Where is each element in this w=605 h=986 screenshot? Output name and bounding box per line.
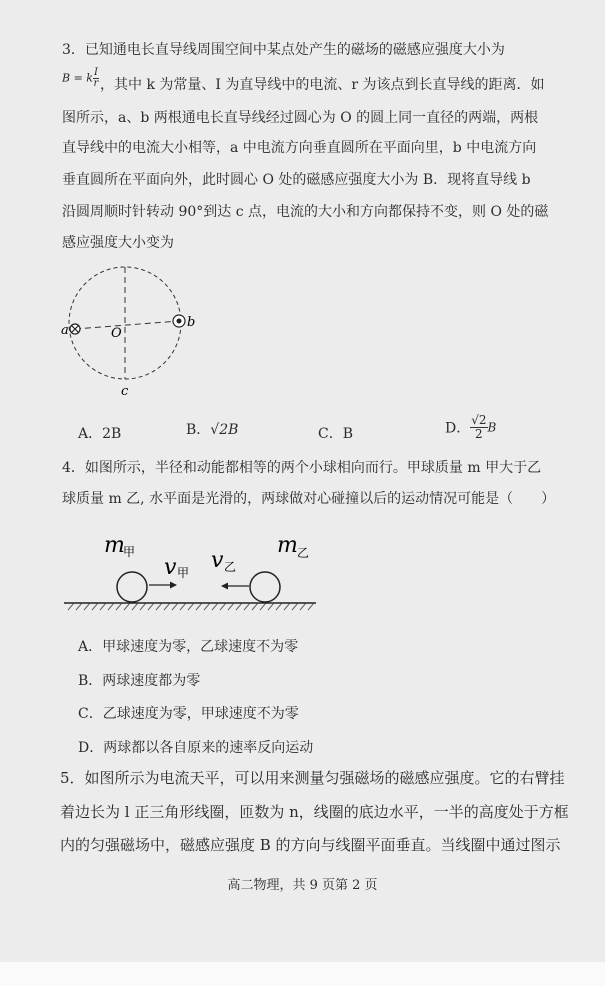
page-footer: 高二物理，共 9 页第 2 页 — [227, 878, 378, 893]
q3-option-a[interactable]: A．2B — [78, 426, 122, 442]
v-left-subscript: 甲 — [177, 566, 190, 580]
wire-a-into-page-icon — [70, 324, 80, 334]
m-left-label: m — [104, 533, 125, 558]
label-b: b — [187, 315, 196, 330]
v-right-subscript: 乙 — [224, 560, 237, 574]
q3-formula-prefix: B = k — [62, 71, 93, 85]
m-right-label: m — [277, 533, 298, 558]
q4-option-b[interactable]: B．两球速度都为零 — [78, 673, 201, 689]
arrow-right-icon — [149, 582, 177, 589]
q3-formula — [62, 68, 99, 89]
q5-line-1: 5．如图所示为电流天平，可以用来测量匀强磁场的磁感应强度。它的右臂挂 — [60, 769, 565, 787]
q3-line-5: 垂直圆所在平面向外，此时圆心 O 处的磁感应强度大小为 B．现将直导线 b — [62, 172, 531, 188]
wire-b-out-of-page-icon — [173, 315, 185, 327]
v-right-label: v — [211, 548, 224, 573]
m-left-subscript: 甲 — [123, 545, 136, 559]
label-o: O — [111, 326, 122, 341]
q3-line-6: 沿圆周顺时针转动 90°到达 c 点，电流的大小和方向都保持不变，则 O 处的磁 — [62, 204, 549, 220]
m-right-subscript: 乙 — [297, 546, 310, 560]
ball-right — [250, 572, 280, 602]
q3-circle-figure — [55, 255, 215, 405]
q4-line-1: 4．如图所示，半径和动能都相等的两个小球相向而行。甲球质量 m 甲大于乙 — [62, 460, 542, 476]
label-a: a — [61, 323, 69, 338]
q5-line-2: 着边长为 l 正三角形线圈，匝数为 n，线圈的底边水平，一半的高度处于方框 — [60, 803, 569, 821]
q4-option-c[interactable]: C．乙球速度为零，甲球速度不为零 — [78, 706, 299, 722]
q3-option-b[interactable]: B．√2B — [186, 422, 239, 438]
q4-option-d[interactable]: D．两球都以各自原来的速率反向运动 — [78, 740, 314, 756]
q3-option-c[interactable]: C．B — [318, 426, 353, 442]
q4-line-2: 球质量 m 乙, 水平面是光滑的，两球做对心碰撞以后的运动情况可能是（ ） — [62, 491, 556, 507]
q5-line-3: 内的匀强磁场中，磁感应强度 B 的方向与线圈平面垂直。当线圈中通过图示 — [60, 836, 561, 854]
q3-line-2: ，其中 k 为常量、I 为直导线中的电流、r 为该点到长直导线的距离．如 — [100, 77, 545, 93]
label-c: c — [121, 384, 129, 399]
q3-line-4: 直导线中的电流大小相等，a 中电流方向垂直圆所在平面向里，b 中电流方向 — [62, 140, 537, 156]
q3-line-3: 图所示，a、b 两根通电长直导线经过圆心为 O 的圆上同一直径的两端，两根 — [62, 110, 539, 126]
v-left-label: v — [164, 555, 177, 580]
horizontal-diameter — [75, 321, 179, 329]
arrow-left-icon — [221, 583, 249, 590]
bottom-strip — [0, 962, 605, 986]
q3-line-1: 3．已知通电长直导线周围空间中某点处产生的磁场的磁感应强度大小为 — [62, 42, 505, 58]
ball-left — [117, 572, 147, 602]
q4-option-a[interactable]: A．甲球速度为零，乙球速度不为零 — [78, 639, 299, 655]
q4-collision-figure — [60, 528, 330, 620]
q3-formula-fraction: $\frac{I}{r}$ — [93, 67, 99, 89]
q3-line-7: 感应强度大小变为 — [62, 235, 174, 251]
ground-surface — [64, 603, 316, 610]
q3-option-d[interactable]: D． $\frac{√2}{2}$ B — [445, 413, 497, 441]
